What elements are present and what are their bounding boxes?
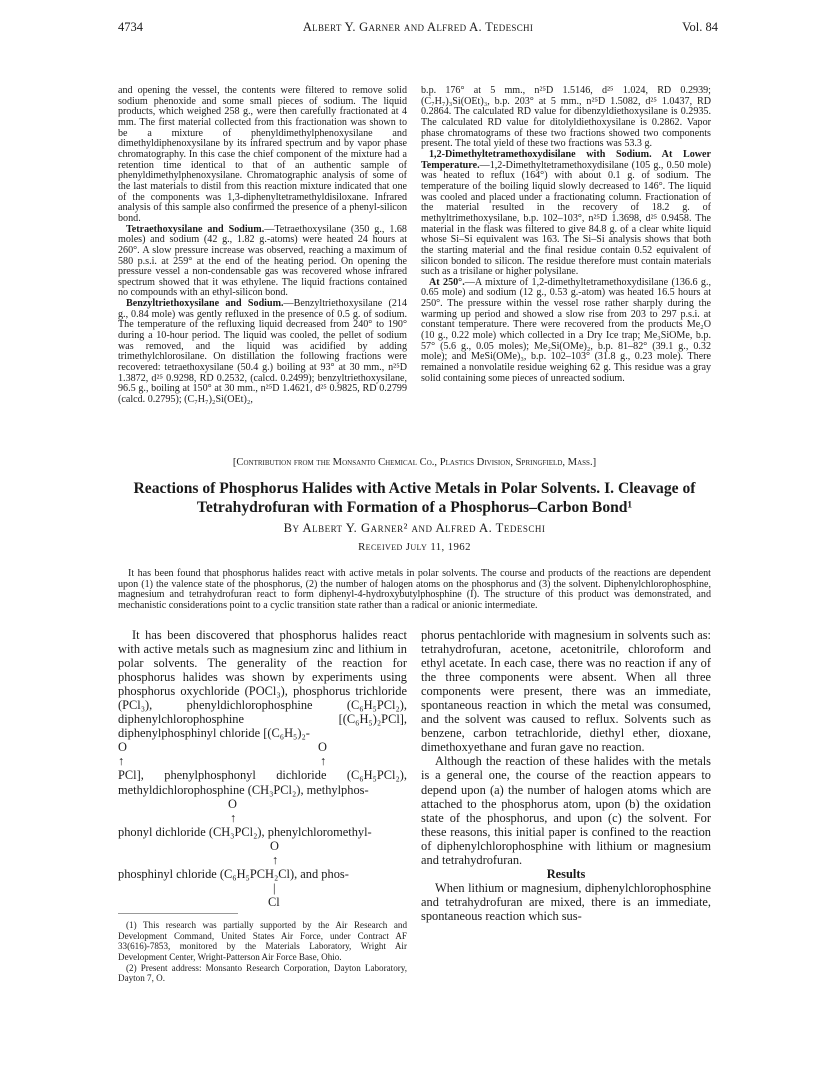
volume-label: Vol. 84 <box>682 20 718 34</box>
footnote-rule <box>118 913 238 914</box>
contribution-line: [Contribution from the Monsanto Chemical Co., Plastics Division, Springfield, Mass.] <box>232 457 597 468</box>
running-title: Albert Y. Garner and Alfred A. Tedeschi <box>302 20 534 34</box>
chem-line: phosphinyl chloride (C₆H₅PCH₂Cl), and phos- <box>118 866 349 881</box>
structure-marker: O O <box>118 740 327 755</box>
experimental-column-left <box>118 86 407 406</box>
coordinate-bond-arrow: ↑ <box>118 754 125 769</box>
paragraph: b.p. 176° at 5 mm., n²⁵D 1.5146, d²⁵ 1.024, RD 0.2939; (C₇H₇)₃Si(OEt)₃, b.p. 203° at 5 mm., n²⁵D 1.5082, d²⁵ 1.0437, RD 0.2864. The calculated RD value for dibenzyldiethoxysilane is 0.2935. The calculated RD value for ditolyldiethoxysilane is 0.2862. Vapor phase chromatograms of these two fractions showed two components present. The total yield of these two fractions was 53.3 g. <box>421 85 711 150</box>
footnote: (2) Present address: Monsanto Research Corporation, Dayton Laboratory, Dayton 7, O. <box>118 962 407 984</box>
coordinate-bond-arrow: ↑ <box>320 754 327 769</box>
structure-marker: O <box>270 838 279 853</box>
paragraph <box>421 278 711 385</box>
section-heading: Results <box>546 866 586 881</box>
paragraph-heading: At 250°. <box>429 276 465 288</box>
paragraph-heading: Benzyltriethoxysilane and Sodium. <box>126 298 284 310</box>
paragraph-body: —Benzyltriethoxysilane (214 g., 0.84 mole) was gently refluxed in the presence of 0.5 g. of sodium. The temperature of the refluxing liquid decreased from 240° to 190° during a 10-hour period. The liquid was cooled, the pellet of sodium was removed, and the liquid was acidified by adding trimethylchlorosilane. On distillation the following fractions were recovered: tetraethoxysilane (50.4 g.) boiling at 93° at 30 mm., n²⁵D 1.3872, d²⁵ 0.9298, RD 0.2532, (calcd. 0.2499); benzyltriethoxysilane, 96.5 g., boiling at 150° at 30 mm., n²⁵D 1.4621, d²⁵ 0.9825, RD 0.2799 (calcd. 0.2795); (C₇H₇)₂Si(OEt)₂, <box>118 298 407 406</box>
abstract-text: It has been found that phosphorus halides react with active metals in polar solvents. The course and products of the reactions are dependent upon (1) the valence state of the phosphorus, (2) the number of halogen atoms on the phosphorus and (3) the solvent. Diphenylchlorophosphine, magnesium and tetrahydrofuran react to form diphenyl-4-hydroxybutylphosphine (I). The structure of this product was demonstrated, and mechanistic considerations point to a cyclic transition state rather than a radical or anionic intermediate. <box>118 568 711 612</box>
chem-line: phonyl dichloride (CH₃PCl₂), phenylchloromethyl- <box>118 824 372 839</box>
paragraph-heading: 1,2-Dimethyltetramethoxydisilane with Sodium. At Lower Temperature. <box>421 148 711 171</box>
paragraph-body: —Tetraethoxysilane (350 g., 1.68 moles) and sodium (42 g., 1.82 g.-atoms) were heated 24 hours at 260°. A slow pressure increase was observed, reaching a maximum of 580 p.s.i. at 259° at the end of the heating period. On opening the pressure vessel a non-condensable gas was recovered whose infrared spectrum showed that it was ethylene. The liquid fractions contained no compounds with an ethyl-silicon bond. <box>118 223 407 299</box>
paragraph <box>421 150 711 278</box>
paragraph: phorus pentachloride with magnesium in solvents such as: tetrahydrofuran, acetone, acetonitrile, chloroform and ethyl acetate. In each case, there was no reaction if any of the three components were absent. When all three components were present, there was an immediate, spontaneous reaction in which the metal was consumed, and the solvent was caused to reflux. Solvents such as benzene, carbon tetrachloride, diethyl ether, dioxane, dimethoxyethane and furan gave no reaction. <box>421 628 711 755</box>
body-column-right <box>421 628 711 923</box>
footnotes <box>118 920 407 984</box>
paragraph: It has been discovered that phosphorus halides react with active metals such as magnesium zinc and lithium in polar solvents. The generality of the reaction for phosphorus halides was shown by experiments using phosphorus oxychloride (POCl₃), phosphorus trichloride (PCl₃), phenyldichlorophosphine (C₆H₅PCl₂), diphenylchlorophosphine [(C₆H₅)₂PCl], diphenylphosphinyl chloride [(C₆H₅)₂- <box>118 628 407 741</box>
structure-marker: Cl <box>268 894 280 909</box>
coordinate-bond-arrow: ↑ <box>272 852 279 867</box>
abstract <box>118 569 711 612</box>
coordinate-bond-arrow: ↑ <box>230 810 237 825</box>
paragraph-body: —1,2-Dimethyltetramethoxydisilane (105 g., 0.50 mole) was heated to reflux (164°) with about 0.1 g. of sodium. The temperature of the boiling liquid slowly decreased to 146°. The liquid was cooled and placed under a fractionating column. Fractionation of the material resulted in the recovery of 18.2 g. of methyltrimethoxysilane, b.p. 102–103°, n²⁵D 1.3698, d²⁵ 0.9458. The material in the flask was filtered to give 84.8 g. of a clear white liquid whose Si–Si equivalent was 163. The Si–Si analysis shows that both the starting material and the final residue contain 0.52 equivalent of silicon bonded to silicon. The residue therefore must contain materials such as a trisilane or higher polysilane. <box>421 159 711 278</box>
chem-line: PCl], phenylphosphonyl dichloride (C₆H₅PCl₂), methyldichlorophosphine (CH₃PCl₂), methylphos- <box>118 768 407 797</box>
paragraph <box>118 225 407 300</box>
paragraph <box>118 299 407 406</box>
page-number: 4734 <box>118 20 143 34</box>
paragraph: and opening the vessel, the contents were filtered to remove solid sodium phenoxide and some small pieces of sodium. The liquid products, which weighed 258 g., were then carefully fractionated at 4 mm. The first material collected from this fractionation was shown to be a mixture of phenyldimethylphenoxysilane and dimethyldiphenoxysilane by its infrared spectrum and by vapor phase chromatography. In this case the chief component of the mixture had a retention time identical to that of an authentic sample of phenyldimethylphenoxysilane. Chromatographic analysis of some of the last materials to distil from this reaction mixture indicated that one of the components was 1,3-diphenyltetramethyldisiloxane. Infrared analysis of this sample also confirmed the presence of a phenyl-silicon bond. <box>118 85 407 224</box>
page-header <box>118 20 718 38</box>
footnote: (1) This research was partially supported by the Air Research and Development Command, United States Air Force, under Contract AF 33(616)-7853, monitored by the Materials Laboratory, Wright Air Development Center, Wright-Patterson Air Force Base, Ohio. <box>118 919 407 963</box>
paragraph-body: —A mixture of 1,2-dimethyltetramethoxydisilane (136.6 g., 0.65 mole) and sodium (12 g., 0.53 g.-atom) was heated 16.5 hours at 250°. The pressure within the vessel rose rather sharply during the warming up period and showed a slow rise from 203 to 297 p.s.i. at constant temperature. There were recovered from the products Me₂O (10 g., 0.22 mole) which collected in a Dry Ice trap; Me₃SiOMe, b.p. 57° (5.6 g., 0.05 moles); Me₂Si(OMe)₂, b.p. 81–82° (39.1 g., 0.32 mole); and MeSi(OMe)₃, b.p. 102–103° (31.8 g., 0.23 mole). There remained a nonvolatile residue weighing 62 g. This residue was a gray solid containing some pieces of unreacted sodium. <box>421 276 711 384</box>
paragraph: When lithium or magnesium, diphenylchlorophosphine and tetrahydrofuran are mixed, there is an immediate, spontaneous reaction which sus- <box>421 880 711 923</box>
paragraph: Although the reaction of these halides with the metals is a general one, the course of the reaction appears to depend upon (a) the number of halogen atoms which are attached to the phosphorus atom, upon (b) the oxidation state of the phosphorus, and upon (c) the solvent. For these reasons, this initial paper is confined to the reaction of diphenylchlorophosphine with lithium or magnesium and tetrahydrofuran. <box>421 754 711 867</box>
contribution-text: Contribution from the Monsanto Chemical Co., Plastics Division, Springfield, Mass. <box>236 457 593 468</box>
paragraph-heading: Tetraethoxysilane and Sodium. <box>126 223 265 235</box>
body-column-left <box>118 628 407 984</box>
structure-marker: O <box>228 796 237 811</box>
structure-marker <box>118 754 407 768</box>
experimental-column-right <box>421 86 711 384</box>
article-byline: By Albert Y. Garner² and Alfred A. Tedeschi <box>283 521 546 535</box>
structure-bond: | <box>273 880 276 895</box>
article-title: Reactions of Phosphorus Halides with Active Metals in Polar Solvents. I. Cleavage of Tetrahydrofuran with Formation of a Phosphorus–Carbon Bond¹ <box>133 480 696 516</box>
received-date: Received July 11, 1962 <box>358 541 471 553</box>
